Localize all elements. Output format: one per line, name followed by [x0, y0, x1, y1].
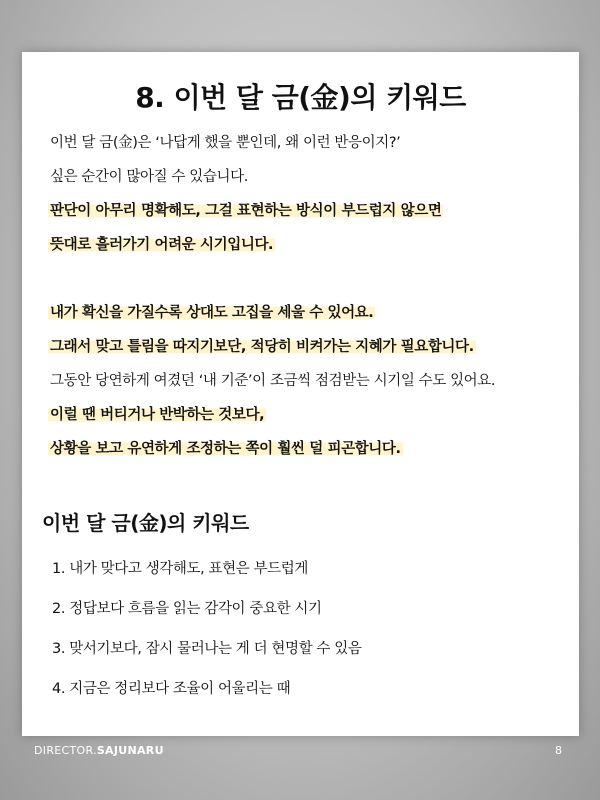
paragraph-line-1 [50, 132, 560, 166]
paragraph-line-3 [50, 200, 560, 234]
paragraph-line-9 [50, 404, 560, 438]
highlighted-text: 그래서 맞고 틀림을 따지기보단, 적당히 비켜가는 지혜가 필요합니다. [50, 339, 474, 355]
paragraph-text: 이번 달 금(金)은 ‘나답게 했을 뿐인데, 왜 이런 반응이지?’ [50, 135, 401, 151]
keyword-item: 4. 지금은 정리보다 조율이 어울리는 때 [52, 681, 291, 697]
keyword-item: 1. 내가 맞다고 생각해도, 표현은 부드럽게 [52, 561, 308, 577]
highlighted-text: 뜻대로 흘러가기 어려운 시기입니다. [50, 237, 274, 253]
highlighted-text: 상황을 보고 유연하게 조정하는 쪽이 훨씬 덜 피곤합니다. [50, 441, 401, 457]
paragraph-spacer [50, 268, 560, 302]
brand-name: SAJUNARU [96, 744, 164, 757]
page-number: 8 [555, 744, 562, 757]
content-card [22, 52, 579, 736]
keywords-list [52, 558, 361, 718]
highlighted-text: 내가 확신을 가질수록 상대도 고집을 세울 수 있어요. [50, 305, 374, 321]
paragraph-line-7 [50, 336, 560, 370]
paragraph-line-2 [50, 166, 560, 200]
paragraph-text: 싶은 순간이 많아질 수 있습니다. [50, 169, 248, 185]
keyword-item: 2. 정답보다 흐름을 읽는 감각이 중요한 시기 [52, 601, 322, 617]
highlighted-text: 판단이 아무리 명확해도, 그걸 표현하는 방식이 부드럽지 않으면 [50, 203, 442, 219]
intro-text [50, 132, 560, 472]
highlighted-text: 이럴 땐 버티거나 반박하는 것보다, [50, 407, 265, 423]
brand-prefix: DIRECTOR. [34, 744, 97, 757]
keyword-item: 3. 맞서기보다, 잠시 물러나는 게 더 현명할 수 있음 [52, 641, 362, 657]
paragraph-text: 그동안 당연하게 여겼던 ‘내 기준’이 조금씩 점검받는 시기일 수도 있어요. [50, 373, 496, 389]
page-title: 8. 이번 달 금(金)의 키워드 [135, 81, 466, 114]
paragraph-line-4 [50, 234, 560, 268]
paragraph-line-8 [50, 370, 560, 404]
footer-brand [34, 744, 164, 757]
paragraph-line-6 [50, 302, 560, 336]
keywords-heading: 이번 달 금(金)의 키워드 [42, 511, 249, 535]
paragraph-line-10 [50, 438, 560, 472]
